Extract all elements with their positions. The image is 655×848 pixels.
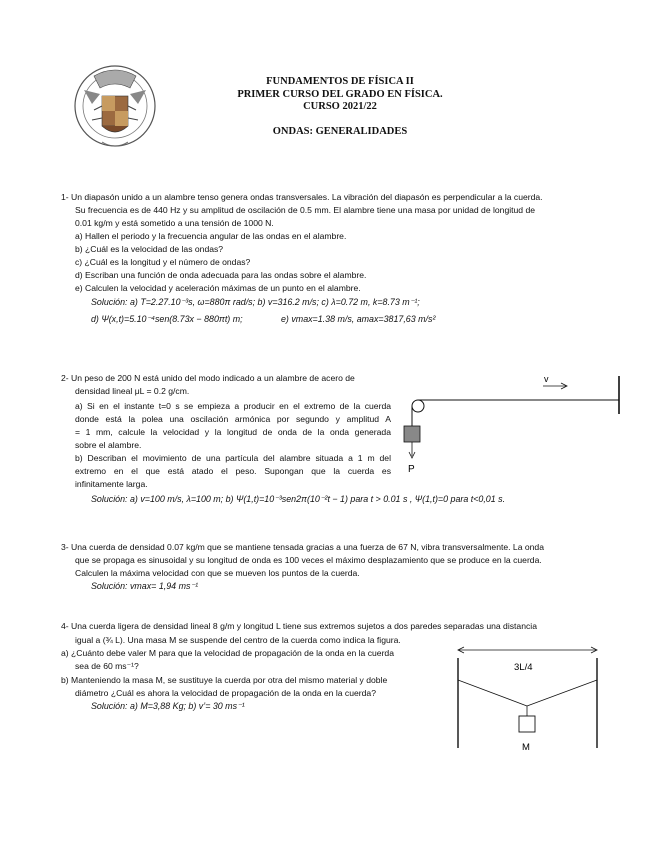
problem-1: [61, 191, 601, 331]
course-name: FUNDAMENTOS DE FÍSICA II: [266, 76, 414, 87]
problem-1-part-c: c) ¿Cuál es la longitud y el número de ondas?: [75, 257, 251, 267]
problem-3-solution: Solución: vmax= 1,94 ms⁻¹: [91, 581, 199, 591]
problem-2-text-line: infinitamente larga.: [75, 479, 148, 489]
problem-2-part-a: a) Si en el instante t=0 s se empieza a producir en el extremo de la cuerda: [75, 401, 391, 411]
page-title: ONDAS: GENERALIDADES: [272, 126, 408, 137]
problem-2-text-line: 2- Un peso de 200 N está unido del modo indicado a un alambre de acero de: [61, 373, 355, 383]
problem-2-solution: Solución: a) v=100 m/s, λ=100 m; b) Ψ(1,t)=10⁻³sen2π(10⁻²t − 1) para t > 0.01 s , Ψ(1,t)=0 para t<0,01 s.: [91, 494, 506, 504]
problem-1-solution-e: e) vmax=1.38 m/s, amax=3817,63 m/s²: [281, 314, 436, 324]
pulley-icon: [412, 400, 424, 412]
weight-label: P: [408, 464, 415, 475]
problem-4-part-a: a) ¿Cuánto debe valer M para que la velocidad de propagación de la onda en la cuerda: [61, 648, 394, 658]
problem-1-text-line: 0.01 kg/m y está sometido a una tensión de 1000 N.: [75, 218, 274, 228]
problem-2-text-line: sobre el alambre.: [75, 440, 142, 450]
problem-1-part-a: a) Hallen el periodo y la frecuencia angular de las ondas en el alambre.: [75, 231, 347, 241]
university-seal: [72, 58, 158, 156]
hanging-mass-figure: [450, 640, 605, 758]
problem-1-solution: Solución: a) T=2.27.10⁻³s, ω=880π rad/s; b) v=316.2 m/s; c) λ=0.72 m, k=8.73 m⁻¹;: [91, 297, 420, 307]
problem-4-part-b: b) Manteniendo la masa M, se sustituye la cuerda por otra del mismo material y doble: [61, 675, 388, 685]
problem-1-part-b: b) ¿Cuál es la velocidad de las ondas?: [75, 244, 224, 254]
problem-4-solution: Solución: a) M=3,88 Kg; b) v’= 30 ms⁻¹: [91, 701, 245, 711]
course-year: CURSO 2021/22: [303, 101, 377, 112]
problem-2-text-line: = 1 mm, calcule la velocidad y la longitud de onda de la onda generada: [75, 427, 391, 437]
weight-block: [404, 426, 420, 442]
problem-4-text-line: diámetro ¿Cuál es ahora la velocidad de propagación de la onda en la cuerda?: [75, 688, 376, 698]
problem-1-part-d: d) Escriban una función de onda adecuada para las ondas sobre el alambre.: [75, 270, 367, 280]
problem-3-text-line: Calculen la máxima velocidad con que se mueven los puntos de la cuerda.: [75, 568, 360, 578]
problem-2-text-line: densidad lineal μL = 0.2 g/cm.: [75, 386, 190, 396]
problem-3-text-line: que se propaga es sinusoidal y su longitud de onda es 100 veces el máximo desplazamiento que se produce en la cuerda.: [75, 555, 542, 565]
problem-2-text-line: donde está la polea una oscilación armónica por segundo y amplitud A: [75, 414, 391, 424]
problem-4-text-line: 4- Una cuerda ligera de densidad lineal 8 g/m y longitud L tiene sus extremos sujetos a dos paredes separadas una distancia: [61, 621, 537, 631]
left-string: [458, 680, 527, 706]
problem-4-text-line: sea de 60 ms⁻¹?: [75, 661, 139, 671]
course-degree: PRIMER CURSO DEL GRADO EN FÍSICA.: [237, 88, 443, 100]
distance-label: 3L/4: [514, 662, 533, 673]
problem-4-text-line: igual a (¾ L). Una masa M se suspende del centro de la cuerda como indica la figura.: [75, 635, 401, 645]
problem-1-text-line: Su frecuencia es de 440 Hz y su amplitud de oscilación de 0.5 mm. El alambre tiene una masa por unidad de longitud de: [75, 205, 536, 215]
problem-3-text-line: 3- Una cuerda de densidad 0.07 kg/m que se mantiene tensada gracias a una fuerza de 67 N, vibra transversalmente. La onda: [61, 542, 544, 552]
mass-block: [519, 716, 535, 732]
problem-1-solution-d: d) Ψ(x,t)=5.10⁻⁴sen(8.73x − 880πt) m;: [91, 314, 243, 324]
problem-2-part-b: b) Describan el movimiento de una partícula del alambre situada a 1 m del: [75, 453, 391, 463]
course-title: [190, 76, 490, 114]
problem-1-part-e: e) Calculen la velocidad y aceleración máximas de un punto en el alambre.: [75, 283, 361, 293]
university-seal-icon: [72, 58, 158, 156]
problem-2-text-line: extremo en el que está atado el peso. Supongan que la cuerda es: [75, 466, 391, 476]
problem-1-text-line: 1- Un diapasón unido a un alambre tenso genera ondas transversales. La vibración del diapasón es perpendicular a la cuerda.: [61, 192, 543, 202]
problem-2: [61, 372, 391, 497]
pulley-figure: [398, 370, 633, 482]
mass-label: M: [522, 742, 530, 753]
right-string: [527, 680, 597, 706]
velocity-label: v: [544, 374, 549, 384]
problem-3: [61, 541, 601, 591]
